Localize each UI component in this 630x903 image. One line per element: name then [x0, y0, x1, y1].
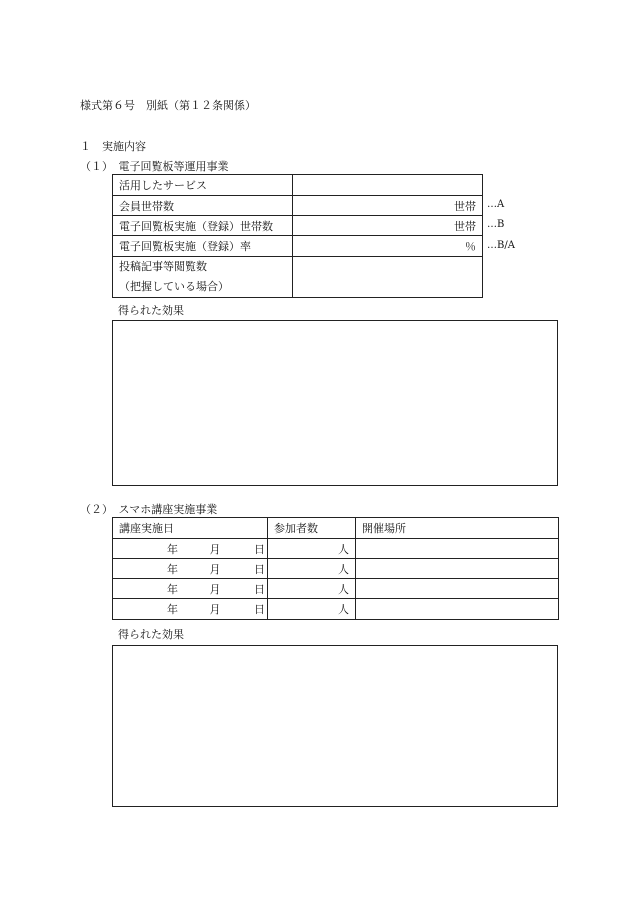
- part1-table: [112, 174, 483, 298]
- row-label: 電子回覧板実施（登録）世帯数: [113, 216, 293, 236]
- row-label-line1: 投稿記事等閲覧数: [119, 260, 207, 273]
- day-label: 日: [254, 582, 265, 596]
- venue-input[interactable]: [356, 599, 559, 620]
- table-row: [113, 559, 559, 579]
- registration-rate-field[interactable]: ％: [293, 236, 483, 257]
- table-row: [113, 539, 559, 559]
- table-row: [113, 175, 483, 196]
- month-label: 月: [209, 562, 221, 576]
- col-header-participants: 参加者数: [268, 518, 356, 539]
- section-title: １ 実施内容: [80, 140, 146, 153]
- year-label: 年: [167, 603, 178, 616]
- table-row: [113, 196, 483, 216]
- day-label: 日: [254, 542, 265, 556]
- participants-field[interactable]: 人: [268, 579, 356, 599]
- col-header-date: 講座実施日: [113, 518, 268, 539]
- date-field[interactable]: [113, 559, 268, 579]
- date-field[interactable]: [113, 579, 268, 599]
- col-header-venue: 開催場所: [356, 518, 559, 539]
- row-label: 活用したサービス: [113, 175, 293, 196]
- suffix-b: …B: [487, 219, 505, 230]
- row-label: 電子回覧板実施（登録）率: [113, 236, 293, 257]
- table-row: [113, 599, 559, 620]
- table-row: [113, 236, 483, 257]
- participants-field[interactable]: 人: [268, 559, 356, 579]
- day-label: 日: [254, 603, 265, 616]
- service-input[interactable]: [293, 175, 483, 196]
- date-field[interactable]: [113, 599, 268, 620]
- part2-table: [112, 517, 559, 620]
- day-label: 日: [254, 562, 265, 576]
- row-label-line2: （把握している場合）: [119, 280, 229, 293]
- month-label: 月: [209, 542, 221, 556]
- venue-input[interactable]: [356, 539, 559, 559]
- table-header-row: [113, 518, 559, 539]
- view-count-input[interactable]: [293, 257, 483, 298]
- part2-heading: （２） スマホ講座実施事業: [80, 503, 218, 516]
- participants-field[interactable]: 人: [268, 539, 356, 559]
- year-label: 年: [167, 562, 178, 576]
- effect-label: 得られた効果: [118, 628, 184, 641]
- venue-input[interactable]: [356, 559, 559, 579]
- row-label: 会員世帯数: [113, 196, 293, 216]
- year-label: 年: [167, 542, 178, 556]
- year-label: 年: [167, 582, 178, 596]
- form-header: 様式第６号 別紙（第１２条関係）: [80, 99, 256, 112]
- effect-label: 得られた効果: [118, 304, 184, 317]
- row-label: [113, 257, 293, 298]
- month-label: 月: [209, 603, 221, 616]
- effect-textarea[interactable]: [112, 645, 558, 807]
- date-field[interactable]: [113, 539, 268, 559]
- venue-input[interactable]: [356, 579, 559, 599]
- participants-field[interactable]: 人: [268, 599, 356, 620]
- part1-heading: （１） 電子回覧板等運用事業: [80, 160, 229, 173]
- member-households-field[interactable]: 世帯: [293, 196, 483, 216]
- registered-households-field[interactable]: 世帯: [293, 216, 483, 236]
- table-row: [113, 216, 483, 236]
- effect-textarea[interactable]: [112, 320, 558, 486]
- suffix-a: …A: [487, 199, 505, 210]
- suffix-ba: …B/A: [487, 240, 515, 251]
- month-label: 月: [209, 582, 221, 596]
- table-row: [113, 257, 483, 298]
- table-row: [113, 579, 559, 599]
